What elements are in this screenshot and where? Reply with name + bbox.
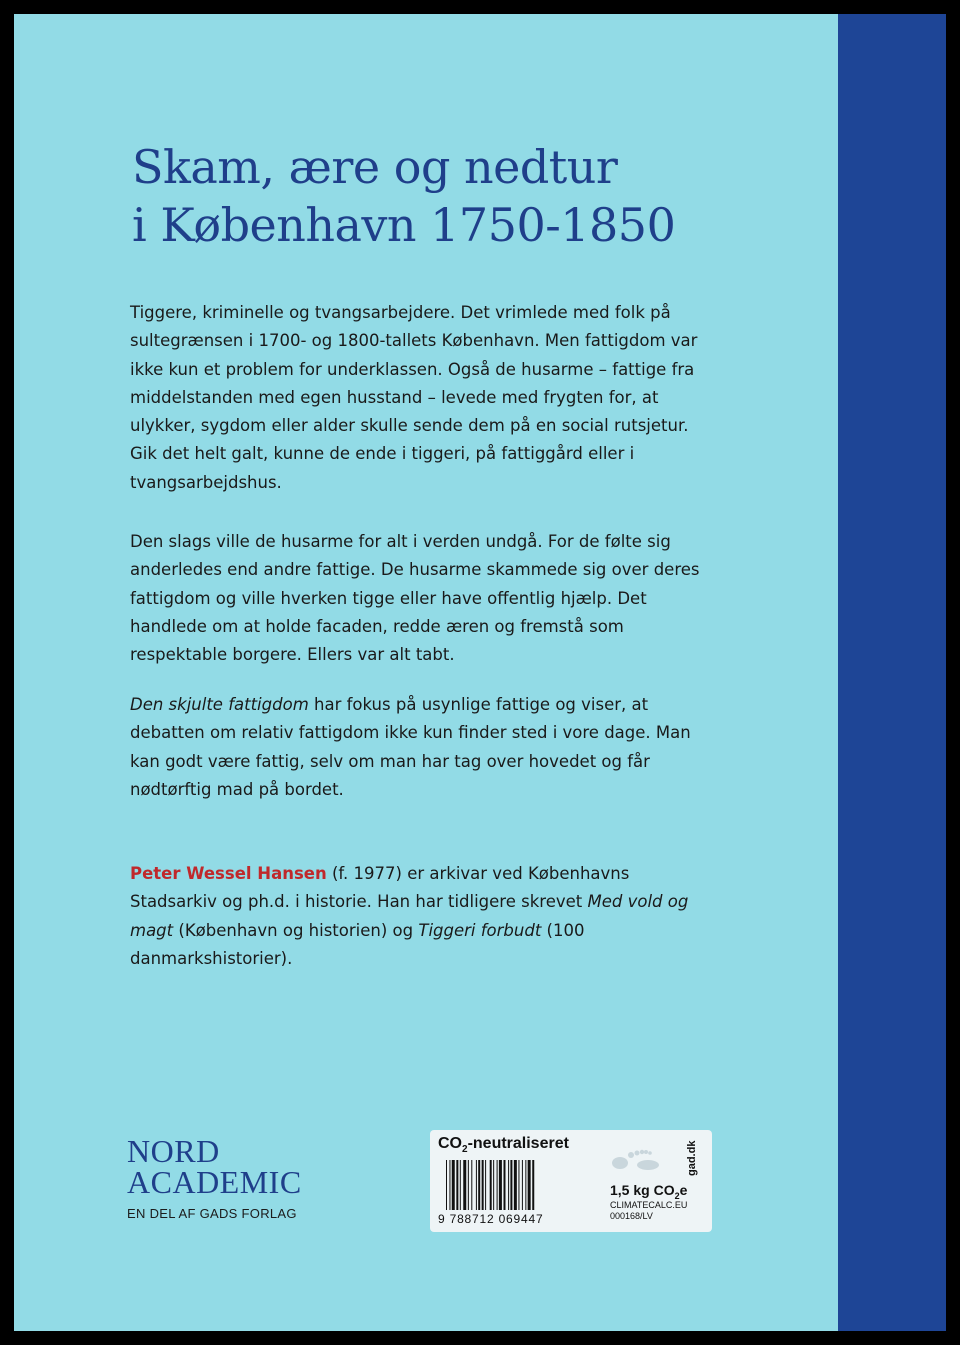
author-bio-text-2: (København og historien) og bbox=[173, 920, 419, 940]
publisher-name-line-1: NORD bbox=[127, 1133, 220, 1169]
co2-label: $CO_2$-neutraliseret bbox=[438, 1135, 569, 1156]
title-line-2: i København 1750-1850 bbox=[132, 198, 676, 252]
title-line-1: Skam, ære og nedtur bbox=[132, 140, 618, 194]
barcode-sticker bbox=[430, 1130, 712, 1232]
blurb-paragraph-2: Den slags ville de husarme for alt i verden undgå. For de følte sig anderledes end andre fattige. De husarme skammede sig over deres fattigdom og ville hverken tigge eller have offentlig hjælp. Det handlede om at holde facaden, redde æren og fremstå som respektable borgere. Ellers var alt tabt. bbox=[130, 532, 700, 665]
isbn-number: 9 788712 069447 bbox=[438, 1212, 544, 1226]
footprint-icon bbox=[610, 1143, 664, 1173]
book-title bbox=[132, 138, 675, 254]
gad-site-label: gad.dk bbox=[686, 1140, 698, 1176]
author-bio bbox=[130, 860, 720, 973]
barcode-icon bbox=[444, 1160, 602, 1210]
author-bio-text-3: (100 danmarkshistorier). bbox=[130, 920, 585, 968]
book-spine bbox=[838, 14, 946, 1331]
author-book-1: Med vold og magt bbox=[130, 892, 689, 940]
author-book-2: Tiggeri forbudt bbox=[418, 920, 542, 940]
blurb-paragraph-3 bbox=[130, 691, 720, 804]
publisher-name-line-2: ACADEMIC bbox=[127, 1164, 302, 1200]
author-bio-text-1: (f. 1977) er arkivar ved Københavns Stadsarkiv og ph.d. i historie. Han har tidligere skrevet bbox=[130, 864, 630, 912]
book-back-cover bbox=[14, 14, 946, 1331]
book-name-italic: Den skjulte fattigdom bbox=[130, 695, 309, 714]
paragraph-3-text: har fokus på usynlige fattige og viser, at debatten om relativ fattigdom ikke kun finder sted i vore dage. Man kan godt være fattig, selv om man har tag over hovedet og får nødtørftig mad på bordet. bbox=[130, 695, 691, 799]
publisher-subline: EN DEL AF GADS FORLAG bbox=[127, 1206, 297, 1221]
climatecalc-info: CLIMATECALC.EU 000168/LV bbox=[610, 1200, 688, 1221]
co2-amount: 1,5 kg $CO_2e$ bbox=[610, 1182, 688, 1201]
publisher-logo bbox=[127, 1133, 302, 1221]
blurb-paragraph-1: Tiggere, kriminelle og tvangsarbejdere. Det vrimlede med folk på sultegrænsen i 1700- og 1800-tallets København. Men fattigdom var ikke kun et problem for underklassen. Også de husarme – fattige fra middelstanden med egen husstand – levede med frygten for, at ulykker, sygdom eller alder skulle sende dem på en social rutsjetur. Gik det helt galt, kunne de ende i tiggeri, på fattiggård eller i tvangsarbejdshus. bbox=[130, 303, 698, 492]
author-name: Peter Wessel Hansen bbox=[130, 864, 327, 883]
